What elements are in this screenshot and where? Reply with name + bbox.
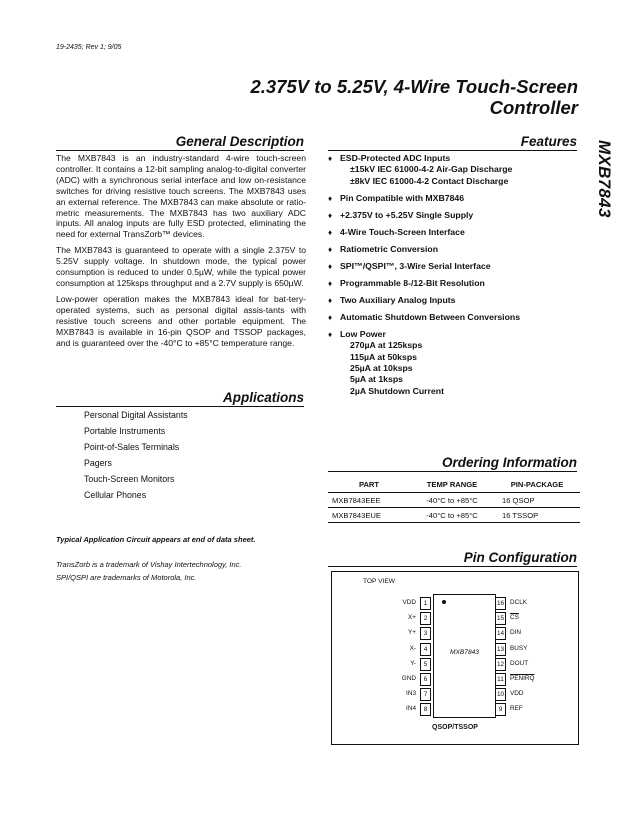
general-description-body	[56, 153, 306, 353]
document-number: 19-2435; Rev 1; 9/05	[56, 44, 122, 51]
description-paragraph: Low-power operation makes the MXB7843 ideal for bat-tery-operated systems, such as personal digital assis-tants with resistive touch screens and other portable equipment. The MXB7843 is available in 16-pin QSOP and TSSOP packages, and is guaranteed over the -40°C to +85°C temperature range.	[56, 293, 306, 348]
feature-item: ♦ Two Auxiliary Analog Inputs	[328, 294, 456, 305]
bullet-icon: ♦	[328, 261, 333, 271]
pin-number: 8	[420, 703, 431, 716]
table-cell: -40°C to +85°C	[410, 508, 494, 523]
page-title	[158, 76, 578, 118]
feature-item: ♦ Low Power 270µA at 125ksps 115µA at 50ksps 25µA at 10ksps 5µA at 1ksps 2µA Shutdown Current	[328, 329, 580, 397]
feature-subitem: 270µA at 125ksps	[350, 340, 423, 351]
feature-item: ♦ Pin Compatible with MXB7846	[328, 192, 465, 203]
pin-number: 12	[495, 658, 506, 671]
column-header: PART	[328, 476, 410, 493]
description-paragraph: The MXB7843 is an industry-standard 4-wire touch-screen controller. It contains a 12-bit sampling analog-to-digital converter (ADC) with a synchronous serial interface and low on-resistance switches for driving resistive touch screens. The MXB7843 uses an external reference. The MXB7843 can make absolute or ratio-metric measurements. The MXB7843 has two auxiliary ADC inputs. All analog inputs are fully ESD protected, eliminating the need for external TransZorb™ devices.	[56, 153, 306, 240]
bullet-icon: ♦	[328, 312, 333, 322]
pin-diagram	[331, 571, 579, 745]
feature-subitem: 5µA at 1ksps	[350, 374, 403, 385]
feature-subitem: ±8kV IEC 61000-4-2 Contact Discharge	[350, 175, 509, 186]
table-cell: -40°C to +85°C	[410, 493, 494, 508]
trademark-note: SPI/QSPI are trademarks of Motorola, Inc.	[56, 573, 197, 582]
trademark-note: TransZorb is a trademark of Vishay Intertechnology, Inc.	[56, 560, 242, 569]
package-label: QSOP/TSSOP	[432, 724, 478, 731]
pin-number: 10	[495, 688, 506, 701]
list-item: Pagers	[84, 458, 112, 468]
pin-number: 4	[420, 643, 431, 656]
pin1-dot-icon	[442, 600, 446, 604]
pin-label: DOUT	[510, 659, 529, 667]
pin-number: 7	[420, 688, 431, 701]
bullet-icon: ♦	[328, 278, 333, 288]
table-cell: MXB7843EUE	[328, 508, 410, 523]
table-row	[328, 508, 580, 523]
top-view-label: TOP VIEW	[363, 578, 395, 585]
part-number-text: MXB7843	[595, 140, 614, 218]
bullet-icon: ♦	[328, 154, 333, 163]
table-row	[328, 493, 580, 508]
vertical-part-number	[596, 140, 614, 250]
applications-heading	[56, 390, 304, 407]
feature-subitem: ±15kV IEC 61000-4-2 Air-Gap Discharge	[350, 164, 513, 175]
pin-label: BUSY	[510, 644, 528, 652]
pin-label: VDD	[402, 599, 416, 606]
feature-item: ♦ Automatic Shutdown Between Conversions	[328, 311, 521, 322]
list-item: Cellular Phones	[84, 490, 147, 500]
bullet-icon: ♦	[328, 193, 333, 203]
pin-number: 11	[495, 673, 506, 686]
pin-number: 15	[495, 612, 506, 625]
feature-item: ♦ Programmable 8-/12-Bit Resolution	[328, 277, 485, 288]
description-paragraph: The MXB7843 is guaranteed to operate with a single 2.375V to 5.25V supply voltage. In shutdown mode, the typical power consumption is reduced to under 0.5µW, while the typical power consumption at 125ksps throughput and a 2.7V supply is 650µW.	[56, 245, 306, 288]
list-item: Touch-Screen Monitors	[84, 474, 175, 484]
feature-subitem: 25µA at 10ksps	[350, 363, 413, 374]
bullet-icon: ♦	[328, 227, 333, 237]
pin-label: VDD	[510, 690, 524, 698]
feature-item: ♦ 4-Wire Touch-Screen Interface	[328, 226, 465, 237]
chip-label: MXB7843	[450, 649, 479, 656]
column-header: PIN-PACKAGE	[494, 476, 580, 493]
pin-label: DCLK	[510, 599, 528, 606]
pin-number: 14	[495, 627, 506, 640]
pin-number: 13	[495, 643, 506, 656]
feature-subitem: 115µA at 50ksps	[350, 351, 417, 362]
pin-number: 16	[495, 597, 506, 610]
table-cell: MXB7843EEE	[328, 493, 410, 508]
pin-number: 3	[420, 627, 431, 640]
features-list	[328, 153, 580, 403]
ordering-table	[328, 476, 580, 523]
pin-label: Y-	[410, 659, 416, 667]
table-cell: 16 QSOP	[494, 493, 580, 508]
features-heading	[328, 134, 577, 151]
pin-config-title: Pin Configuration	[463, 550, 577, 565]
table-cell: 16 TSSOP	[494, 508, 580, 523]
title-line-1: 2.375V to 5.25V, 4-Wire Touch-Screen	[250, 76, 578, 97]
general-description-title: General Description	[175, 134, 304, 149]
applications-list	[84, 410, 284, 506]
table-header-row	[328, 476, 580, 493]
bullet-icon: ♦	[328, 244, 333, 254]
list-item: Portable Instruments	[84, 426, 166, 436]
general-description-heading	[56, 134, 304, 151]
pin-number: 5	[420, 658, 431, 671]
applications-title: Applications	[222, 390, 304, 405]
feature-item: ♦ SPI™/QSPI™, 3-Wire Serial Interface	[328, 260, 491, 271]
features-title: Features	[520, 134, 577, 149]
ordering-title: Ordering Information	[442, 455, 577, 470]
pin-number: 2	[420, 612, 431, 625]
pin-label: X+	[408, 614, 416, 622]
feature-item: ♦ +2.375V to +5.25V Single Supply	[328, 209, 474, 220]
column-header: TEMP RANGE	[410, 476, 494, 493]
list-item: Personal Digital Assistants	[84, 410, 188, 420]
pin-label: PENIRQ	[510, 675, 535, 682]
bullet-icon: ♦	[328, 329, 333, 339]
pin-number: 1	[420, 597, 431, 610]
pin-label: GND	[401, 675, 416, 682]
pin-number: 9	[495, 703, 506, 716]
pin-label: DIN	[510, 629, 522, 637]
pin-label: X-	[409, 644, 416, 652]
feature-subitem: 2µA Shutdown Current	[350, 385, 444, 396]
pin-label: IN4	[406, 705, 416, 713]
feature-item: ♦ Ratiometric Conversion	[328, 243, 438, 254]
list-item: Point-of-Sales Terminals	[84, 442, 180, 452]
typical-circuit-note: Typical Application Circuit appears at end of data sheet.	[56, 535, 256, 544]
pin-number: 6	[420, 673, 431, 686]
chip-body	[433, 594, 496, 718]
title-line-2: Controller	[489, 97, 578, 118]
feature-item: ♦ ESD-Protected ADC Inputs ±15kV IEC 61000-4-2 Air-Gap Discharge ±8kV IEC 61000-4-2 Contact Discharge	[328, 153, 580, 187]
pin-config-heading	[328, 550, 577, 567]
bullet-icon: ♦	[328, 295, 333, 305]
pin-label: $\overline{CS}$	[510, 614, 519, 622]
bullet-icon: ♦	[328, 210, 333, 220]
pin-label: Y+	[408, 629, 416, 637]
pin-label: REF	[510, 705, 523, 713]
pin-label: IN3	[406, 690, 416, 698]
ordering-heading	[328, 455, 577, 472]
